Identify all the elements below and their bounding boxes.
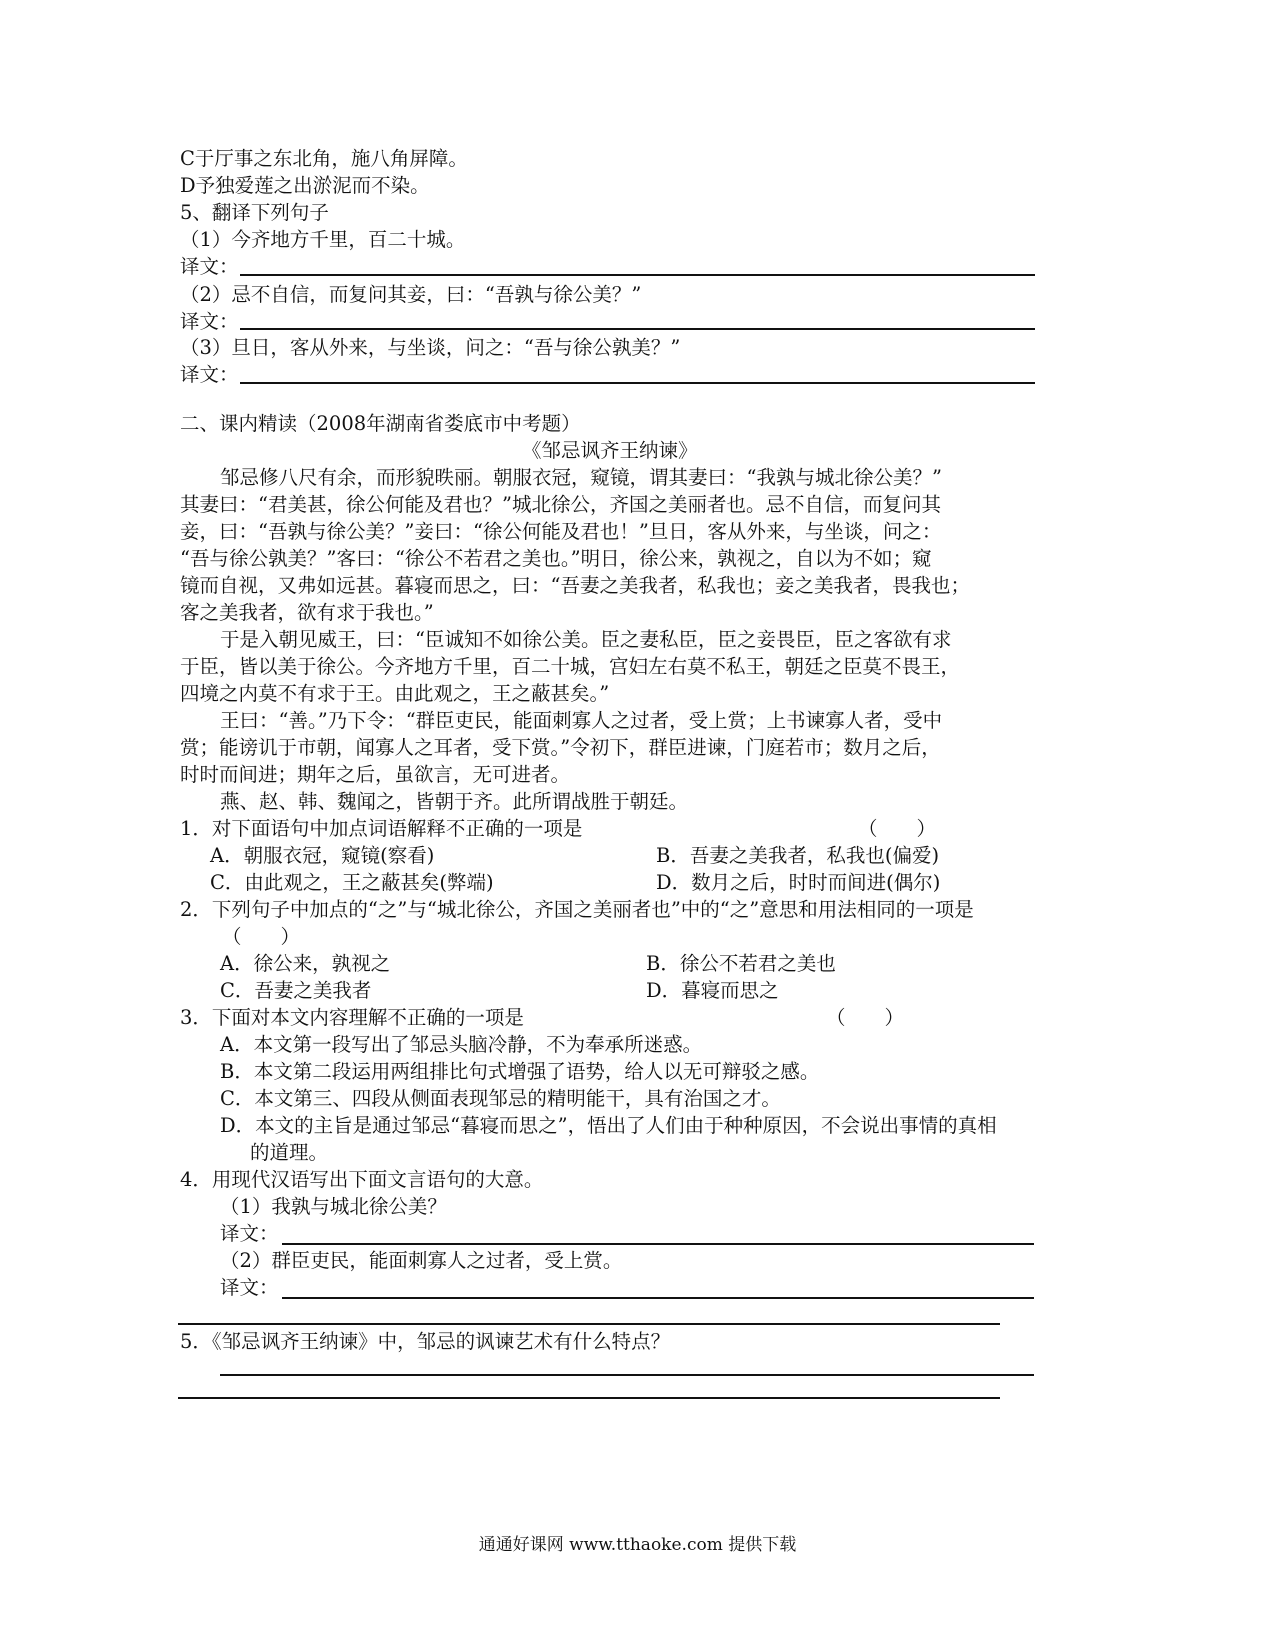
q5-answer-line-1[interactable]	[220, 1374, 1034, 1376]
question-3: 3．下面对本文内容理解不正确的一项是	[180, 1006, 524, 1029]
sentence-3: （3）旦日，客从外来，与坐谈，问之：“吾与徐公孰美？”	[180, 336, 681, 359]
answer-line-2[interactable]	[240, 328, 1035, 330]
q5-answer-line-2[interactable]	[178, 1397, 1000, 1399]
paragraph-1-line: 镜而自视，又弗如远甚。暮寝而思之，曰：“吾妻之美我者，私我也；妾之美我者，畏我也；	[180, 574, 970, 597]
answer-line-1[interactable]	[240, 274, 1035, 276]
paragraph-3-line: 王曰：“善。”乃下令：“群臣吏民，能面刺寡人之过者，受上赏；上书谏寡人者，受中	[220, 709, 943, 732]
answer-line-3[interactable]	[240, 382, 1035, 384]
q1-option-a: A．朝服衣冠，窥镜(察看)	[210, 844, 435, 867]
q4-sentence-2: （2）群臣吏民，能面刺寡人之过者，受上赏。	[220, 1249, 623, 1272]
question-5: 5．《邹忌讽齐王纳谏》中，邹忌的讽谏艺术有什么特点？	[180, 1330, 671, 1353]
paragraph-2-line: 于是入朝见威王，曰：“臣诚知不如徐公美。臣之妻私臣，臣之妾畏臣，臣之客欲有求	[220, 628, 952, 651]
paragraph-1-line: 妾，曰：“吾孰与徐公美？”妾曰：“徐公何能及君也！”旦日，客从外来，与坐谈，问之：	[180, 520, 942, 543]
q3-option-c: C．本文第三、四段从侧面表现邹忌的精明能干，具有治国之才。	[220, 1087, 781, 1110]
q4-answer-line-3[interactable]	[178, 1323, 1000, 1325]
q4-sentence-1: （1）我孰与城北徐公美？	[220, 1195, 447, 1218]
paragraph-1-line: 客之美我者，欲有求于我也。”	[180, 601, 434, 624]
question-1: 1．对下面语句中加点词语解释不正确的一项是	[180, 817, 583, 840]
paragraph-2-line: 四境之内莫不有求于王。由此观之，王之蔽甚矣。”	[180, 682, 610, 705]
paragraph-1-line: “吾与徐公孰美？”客曰：“徐公不若君之美也。”明日，徐公来，孰视之，自以为不如；窥	[180, 547, 932, 570]
paragraph-3-line: 时时而间进；期年之后，虽欲言，无可进者。	[180, 763, 571, 786]
q3-option-a: A．本文第一段写出了邹忌头脑冷静，不为奉承所迷惑。	[220, 1033, 703, 1056]
option-c: C于厅事之东北角，施八角屏障。	[180, 147, 468, 170]
q5-title: 5、翻译下列句子	[180, 201, 329, 224]
translation-label-1: 译文：	[180, 255, 239, 278]
paragraph-4-line: 燕、赵、韩、魏闻之，皆朝于齐。此所谓战胜于朝廷。	[220, 790, 689, 813]
paragraph-1-line: 邹忌修八尺有余，而形貌昳丽。朝服衣冠，窥镜，谓其妻曰：“我孰与城北徐公美？”	[220, 466, 942, 489]
q2-option-a: A．徐公来，孰视之	[220, 952, 391, 975]
q3-option-d: D．本文的主旨是通过邹忌“暮寝而思之”，悟出了人们由于种种原因，不会说出事情的真相	[220, 1114, 997, 1137]
footer: 通通好课网 www.tthaoke.com 提供下载	[478, 1535, 797, 1555]
q4-answer-line-2[interactable]	[282, 1297, 1034, 1299]
q2-option-d: D．暮寝而思之	[646, 979, 779, 1002]
article-title: 《邹忌讽齐王纳谏》	[522, 439, 698, 462]
sentence-2: （2）忌不自信，而复问其妾，曰：“吾孰与徐公美？”	[180, 283, 642, 306]
q2-option-b: B．徐公不若君之美也	[646, 952, 836, 975]
answer-paren-3[interactable]: （ ）	[826, 1006, 905, 1029]
paragraph-1-line: 其妻曰：“君美甚，徐公何能及君也？”城北徐公，齐国之美丽者也。忌不自信，而复问其	[180, 493, 941, 516]
q3-option-b: B．本文第二段运用两组排比句式增强了语势，给人以无可辩驳之感。	[220, 1060, 820, 1083]
q4-translation-label-2: 译文：	[220, 1276, 279, 1299]
sentence-1: （1）今齐地方千里，百二十城。	[180, 228, 466, 251]
option-d: D予独爱莲之出淤泥而不染。	[180, 174, 430, 197]
translation-label-2: 译文：	[180, 310, 239, 333]
translation-label-3: 译文：	[180, 363, 239, 386]
q4-answer-line-1[interactable]	[282, 1243, 1034, 1245]
q1-option-b: B．吾妻之美我者，私我也(偏爱)	[656, 844, 940, 867]
q1-option-d: D．数月之后，时时而间进(偶尔)	[656, 871, 941, 894]
q3-option-d-cont: 的道理。	[250, 1141, 329, 1164]
paragraph-3-line: 赏；能谤讥于市朝，闻寡人之耳者，受下赏。”令初下，群臣进谏，门庭若市；数月之后，	[180, 736, 941, 759]
q2-option-c: C．吾妻之美我者	[220, 979, 372, 1002]
q4-translation-label-1: 译文：	[220, 1222, 279, 1245]
answer-paren-1[interactable]: （ ）	[858, 817, 937, 840]
question-2: 2．下列句子中加点的“之”与“城北徐公，齐国之美丽者也”中的“之”意思和用法相同的一项是	[180, 898, 974, 921]
q1-option-c: C．由此观之，王之蔽甚矣(弊端)	[210, 871, 494, 894]
section-heading: 二、课内精读（2008年湖南省娄底市中考题）	[180, 412, 581, 435]
paragraph-2-line: 于臣，皆以美于徐公。今齐地方千里，百二十城，宫妇左右莫不私王，朝廷之臣莫不畏王，	[180, 655, 961, 678]
answer-paren-2[interactable]: （ ）	[222, 925, 301, 948]
question-4: 4．用现代汉语写出下面文言语句的大意。	[180, 1168, 544, 1191]
